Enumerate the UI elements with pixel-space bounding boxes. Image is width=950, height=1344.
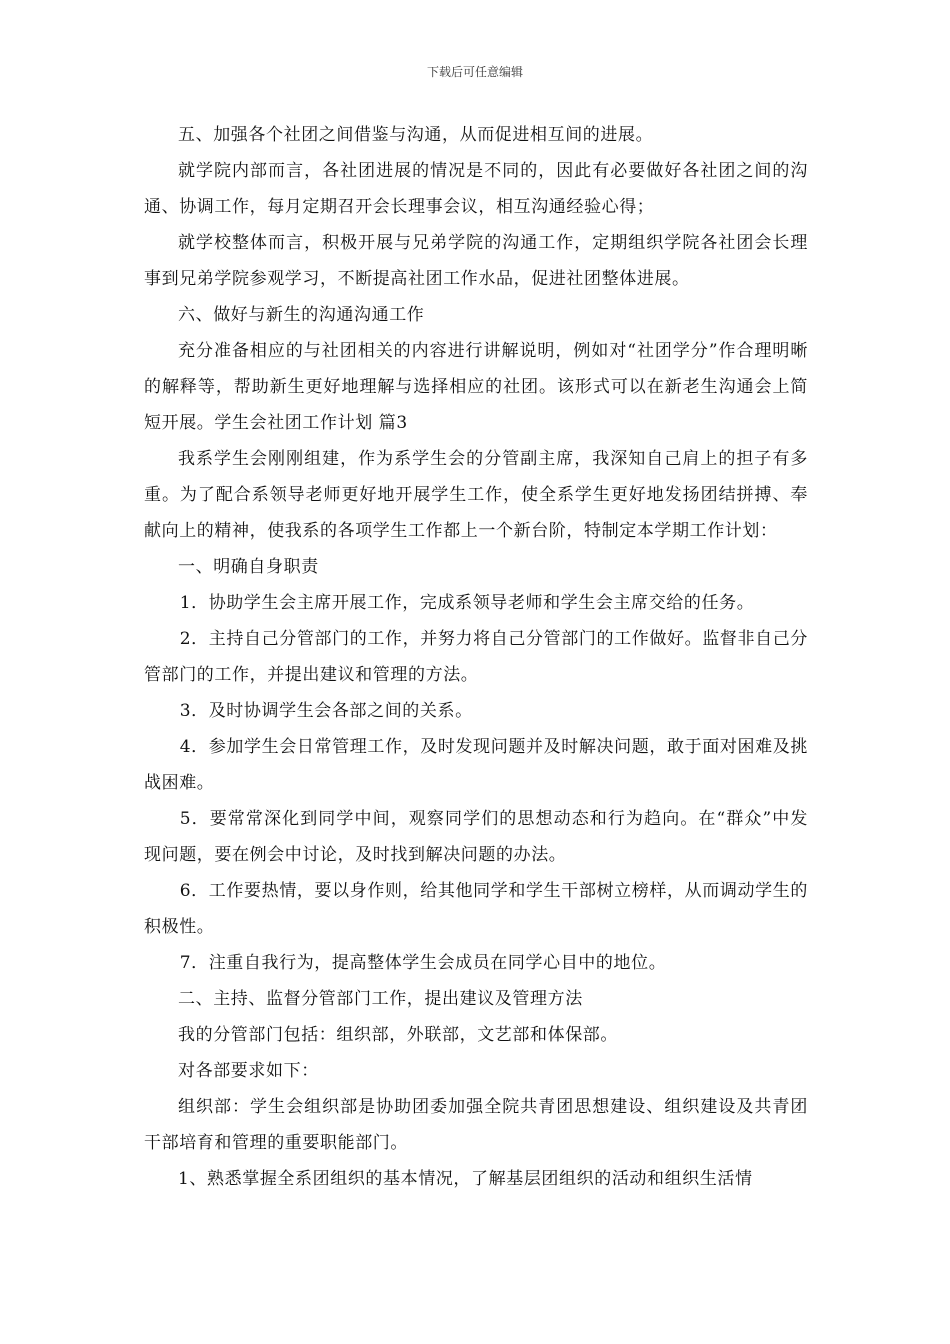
paragraph: 二、主持、监督分管部门工作，提出建议及管理方法 — [178, 989, 583, 1009]
paragraph: 就学院内部而言，各社团进展的情况是不同的，因此有必要做好各社团之间的沟通、协调工作，每月定期召开会长理事会议，相互沟通经验心得； — [144, 161, 808, 217]
list-item: 2．主持自己分管部门的工作，并努力将自己分管部门的工作做好。监督非自己分管部门的工作，并提出建议和管理的方法。 — [144, 629, 808, 685]
paragraph: 组织部：学生会组织部是协助团委加强全院共青团思想建设、组织建设及共青团干部培育和管理的重要职能部门。 — [144, 1097, 808, 1153]
document-body — [144, 117, 808, 1197]
list-item: 3．及时协调学生会各部之间的关系。 — [179, 701, 473, 721]
header-note: 下载后可任意编辑 — [426, 65, 523, 79]
list-item: 7．注重自我行为，提高整体学生会成员在同学心目中的地位。 — [179, 953, 667, 973]
paragraph: 我系学生会刚刚组建，作为系学生会的分管副主席，我深知自己肩上的担子有多重。为了配合系领导老师更好地开展学生工作，使全系学生更好地发扬团结拼搏、奉献向上的精神，使我系的各项学生工作都上一个新台阶，特制定本学期工作计划： — [144, 449, 808, 541]
paragraph: 我的分管部门包括：组织部，外联部，文艺部和体保部。 — [178, 1025, 618, 1045]
paragraph: 六、做好与新生的沟通沟通工作 — [178, 305, 425, 325]
list-item: 5．要常常深化到同学中间，观察同学们的思想动态和行为趋向。在“群众”中发现问题，要在例会中讨论，及时找到解决问题的办法。 — [144, 809, 808, 865]
paragraph: 对各部要求如下： — [178, 1061, 319, 1081]
list-item: 4．参加学生会日常管理工作，及时发现问题并及时解决问题，敢于面对困难及挑战困难。 — [144, 737, 808, 793]
paragraph: 1、熟悉掌握全系团组织的基本情况，了解基层团组织的活动和组织生活情 — [178, 1169, 753, 1189]
paragraph: 五、加强各个社团之间借鉴与沟通，从而促进相互间的进展。 — [178, 125, 654, 145]
paragraph: 充分准备相应的与社团相关的内容进行讲解说明，例如对“社团学分”作合理明晰的解释等，帮助新生更好地理解与选择相应的社团。该形式可以在新老生沟通会上简短开展。学生会社团工作计划 篇3 — [144, 341, 808, 433]
list-item: 6．工作要热情，要以身作则，给其他同学和学生干部树立榜样，从而调动学生的积极性。 — [144, 881, 808, 937]
paragraph: 一、明确自身职责 — [178, 557, 319, 577]
page-header — [0, 64, 950, 80]
list-item: 1．协助学生会主席开展工作，完成系领导老师和学生会主席交给的任务。 — [179, 593, 755, 613]
paragraph: 就学校整体而言，积极开展与兄弟学院的沟通工作，定期组织学院各社团会长理事到兄弟学院参观学习，不断提高社团工作水品，促进社团整体进展。 — [144, 233, 808, 289]
